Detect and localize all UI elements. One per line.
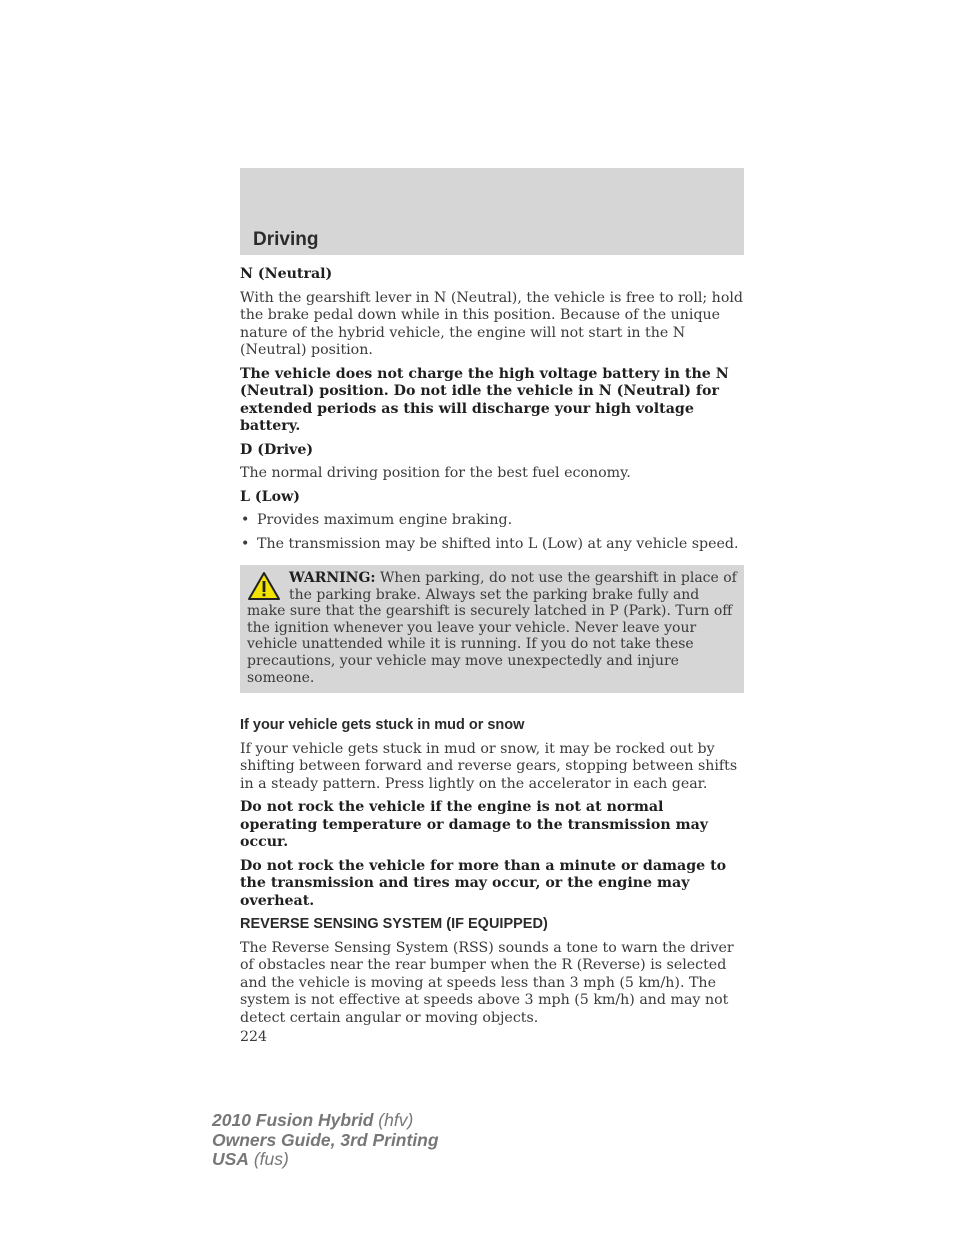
stuck-heading: If your vehicle gets stuck in mud or snow <box>240 717 525 734</box>
footer-edition: Owners Guide, 3rd Printing <box>212 1129 439 1150</box>
footer-model-code: (hfv) <box>373 1110 414 1130</box>
neutral-caution: The vehicle does not charge the high voltage battery in the N (Neutral) position. Do not idle the vehicle in N (Neutral) for extended periods as this will discharge your high voltage battery. <box>240 365 729 434</box>
stuck-body: If your vehicle gets stuck in mud or snow, it may be rocked out by shifting between forward and reverse gears, stopping between shifts in a steady pattern. Press lightly on the accelerator in each gear. <box>240 740 738 792</box>
low-heading: L (Low) <box>240 488 300 505</box>
section-header-band <box>240 168 744 255</box>
warning-triangle-icon <box>247 571 281 601</box>
warning-label: WARNING: <box>289 570 376 586</box>
footer-market-code: (fus) <box>248 1149 289 1169</box>
footer-market: USA <box>212 1149 249 1169</box>
warning-box <box>240 565 744 693</box>
drive-body: The normal driving position for the best fuel economy. <box>240 465 631 481</box>
bullet-text: Provides maximum engine braking. <box>257 512 513 528</box>
bullet-text: The transmission may be shifted into L (Low) at any vehicle speed. <box>257 535 739 552</box>
neutral-body: With the gearshift lever in N (Neutral), the vehicle is free to roll; hold the brake pedal down while in this position. Because of the unique nature of the hybrid vehicle, the engine will not start in the N (Neutral) position. <box>240 289 743 358</box>
section-title: Driving <box>253 229 319 250</box>
footer-model: 2010 Fusion Hybrid <box>212 1110 374 1130</box>
low-bullet-list <box>240 512 744 553</box>
footer-imprint <box>212 1111 439 1170</box>
rss-heading: REVERSE SENSING SYSTEM (IF EQUIPPED) <box>240 916 548 933</box>
bullet-icon: • <box>241 512 250 528</box>
stuck-caution-1: Do not rock the vehicle if the engine is not at normal operating temperature or damage to the transmission may occur. <box>240 799 709 851</box>
footer-line-1 <box>212 1111 439 1131</box>
page-content <box>240 266 744 1047</box>
footer-line-3 <box>212 1150 439 1170</box>
rss-body: The Reverse Sensing System (RSS) sounds a tone to warn the driver of obstacles near the rear bumper when the R (Reverse) is selected and the vehicle is moving at speeds less than 3 mph (5 km/h). The system is not effective at speeds above 3 mph (5 km/h) and may not detect certain angular or moving objects. <box>240 939 734 1026</box>
neutral-heading: N (Neutral) <box>240 266 333 282</box>
list-item <box>240 536 744 554</box>
page-number: 224 <box>240 1029 268 1046</box>
warning-text: When parking, do not use the gearshift in place of the parking brake. Always set the parking brake fully and make sure that the gearshift is securely latched in P (Park). Turn off the ignition whenever you leave your vehicle. Never leave your vehicle unattended while it is running. If you do not take these precautions, your vehicle may move unexpectedly and injure someone. <box>247 570 737 686</box>
list-item <box>240 512 744 530</box>
stuck-caution-2: Do not rock the vehicle for more than a minute or damage to the transmission and tires may occur, or the engine may overheat. <box>240 857 727 909</box>
bullet-icon: • <box>241 535 250 552</box>
footer-line-2 <box>212 1131 439 1151</box>
drive-heading: D (Drive) <box>240 441 314 458</box>
